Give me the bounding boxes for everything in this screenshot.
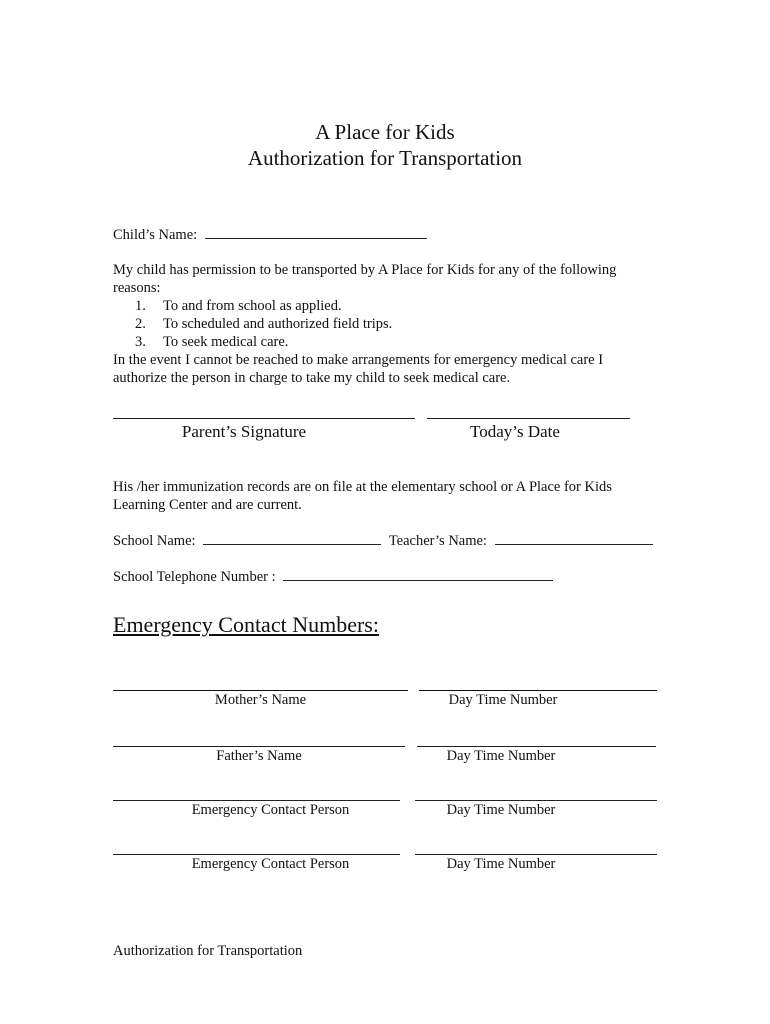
reason-item bbox=[113, 297, 653, 315]
immunization-text: His /her immunization records are on file at the elementary school or A Place for Kids Learning Center and are current. bbox=[113, 479, 612, 513]
father-phone-label: Day Time Number bbox=[446, 748, 556, 764]
reason-number: 1. bbox=[135, 298, 146, 314]
emergency-contact-2-label: Emergency Contact Person bbox=[191, 856, 350, 872]
mother-name-label: Mother’s Name bbox=[214, 692, 307, 708]
page-footer: Authorization for Transportation bbox=[113, 943, 303, 959]
emergency-authorization-text: In the event I cannot be reached to make arrangements for emergency medical care I authorize the person in charge to take my child to seek medical care. bbox=[113, 352, 604, 386]
reason-number: 3. bbox=[135, 334, 146, 350]
reason-text: To scheduled and authorized field trips. bbox=[163, 316, 393, 332]
teacher-name-label: Teacher’s Name: bbox=[388, 533, 487, 549]
date-line[interactable] bbox=[427, 418, 630, 419]
school-name-label: School Name: bbox=[113, 533, 196, 549]
school-name-field[interactable] bbox=[203, 532, 381, 545]
emergency-contacts-heading: Emergency Contact Numbers: bbox=[113, 612, 379, 637]
form-title-organization: A Place for Kids bbox=[315, 120, 455, 144]
date-label: Today’s Date bbox=[470, 422, 560, 441]
reason-number: 2. bbox=[135, 316, 146, 332]
child-name-row bbox=[113, 226, 427, 244]
parent-signature-line[interactable] bbox=[113, 418, 415, 419]
permission-intro: My child has permission to be transported by A Place for Kids for any of the following reasons: bbox=[113, 262, 617, 296]
father-name-label: Father’s Name bbox=[216, 748, 302, 764]
school-teacher-row bbox=[113, 532, 653, 550]
school-phone-row bbox=[113, 568, 553, 586]
emergency-contact-1-label: Emergency Contact Person bbox=[191, 802, 350, 818]
reason-text: To and from school as applied. bbox=[163, 298, 342, 314]
reasons-list bbox=[113, 297, 653, 351]
school-phone-field[interactable] bbox=[283, 568, 553, 581]
teacher-name-field[interactable] bbox=[495, 532, 653, 545]
form-title-document: Authorization for Transportation bbox=[247, 146, 523, 170]
reason-item bbox=[113, 315, 653, 333]
child-name-field[interactable] bbox=[205, 226, 427, 239]
parent-signature-label: Parent’s Signature bbox=[181, 422, 307, 441]
reason-text: To seek medical care. bbox=[163, 334, 289, 350]
child-name-label: Child’s Name: bbox=[113, 227, 198, 243]
emergency-contact-2-phone-label: Day Time Number bbox=[446, 856, 556, 872]
reason-item bbox=[113, 333, 653, 351]
emergency-contact-1-phone-label: Day Time Number bbox=[446, 802, 556, 818]
school-phone-label: School Telephone Number : bbox=[113, 569, 276, 585]
permission-section bbox=[113, 261, 653, 387]
mother-phone-label: Day Time Number bbox=[448, 692, 558, 708]
